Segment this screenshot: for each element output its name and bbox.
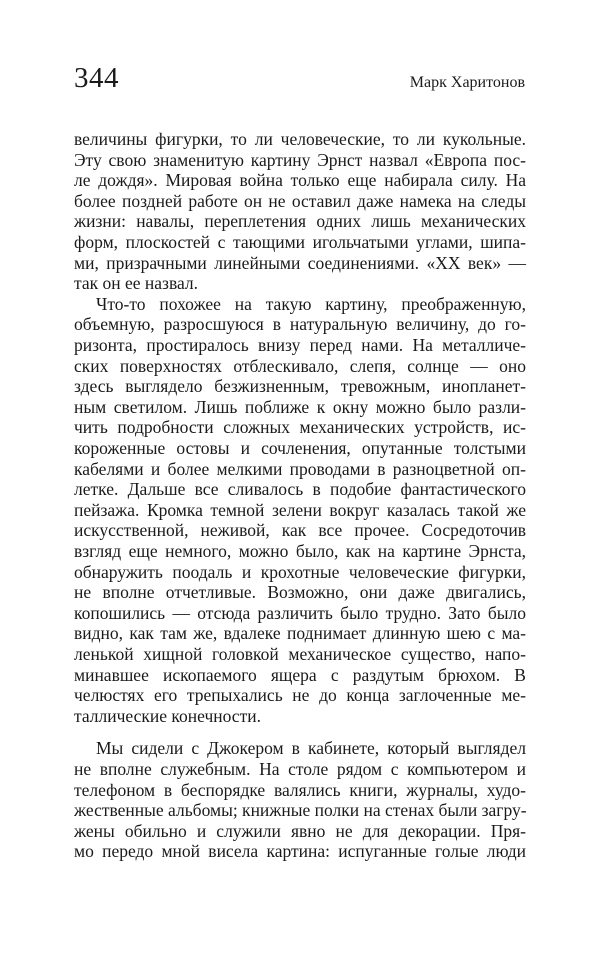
text-line: челюстях его трепыхались не до конца заглоченные ме- bbox=[74, 685, 526, 706]
text-line: обнаружить поодаль и крохотные человеческие фигурки, bbox=[74, 561, 526, 582]
text-line: мо передо мной висела картина: испуганные голые люди bbox=[74, 841, 526, 862]
page-number: 344 bbox=[74, 62, 119, 94]
text-line: короженные остовы и сочленения, опутанные толстыми bbox=[74, 438, 526, 458]
text-line: искусственной, неживой, как все прочее. Сосредоточив bbox=[74, 520, 526, 541]
text-line: Эту свою знаменитую картину Эрнст назвал «Европа пос- bbox=[74, 149, 526, 170]
text-line: здесь выглядело безжизненным, тревожным, инопланет- bbox=[74, 376, 526, 397]
text-line: летке. Дальше все сливалось в подобие фантастического bbox=[74, 479, 526, 500]
text-line: жественные альбомы; книжные полки на стенах были загру- bbox=[74, 800, 527, 821]
text-line: пейзажа. Кромка темной зелени вокруг казалась такой же bbox=[74, 499, 526, 520]
text-line: ских поверхностях отблескивало, слепя, солнце — оно bbox=[74, 355, 526, 376]
text-line: взгляд еще немного, можно было, как на картине Эрнста, bbox=[74, 541, 526, 561]
text-line: чить подробности сложных механических устройств, ис- bbox=[74, 417, 526, 438]
text-line: копошились — отсюда различить было трудно. Зато было bbox=[74, 602, 526, 623]
text-line: минавшее ископаемого ящера с раздутым брюхом. В bbox=[74, 664, 526, 685]
text-line: ленькой хищной головкой механическое существо, напо- bbox=[74, 644, 526, 664]
text-line: кабелями и более мелкими проводами в разноцветной оп- bbox=[74, 458, 526, 479]
text-line: видно, как там же, вдалеке поднимает длинную шею с ма- bbox=[74, 623, 526, 644]
text-line: таллические конечности. bbox=[74, 705, 261, 726]
text-line: ным светилом. Лишь поближе к окну можно было разли- bbox=[74, 396, 526, 417]
text-line: величины фигурки, то ли человеческие, то ли кукольные. bbox=[74, 129, 526, 149]
running-head-author: Марк Харитонов bbox=[409, 74, 525, 91]
text-line: объемную, разросшуюся в натуральную величину, до го- bbox=[74, 314, 526, 335]
text-line: жизни: навалы, переплетения одних лишь механических bbox=[74, 211, 526, 232]
text-line: телефоном в беспорядке валялись книги, журналы, худо- bbox=[74, 779, 526, 800]
text-line: так он ее назвал. bbox=[74, 273, 199, 294]
text-line: жены обильно и служили явно не для декорации. Пря- bbox=[74, 820, 526, 841]
text-line: более поздней работе он не оставил даже намека на следы bbox=[74, 190, 526, 211]
text-line: форм, плоскостей с тающими игольчатыми углами, шипа- bbox=[74, 232, 526, 252]
text-line: ризонта, простиралось внизу перед нами. На металличе- bbox=[74, 335, 526, 355]
paragraph-first-line: Что-то похожее на такую картину, преображенную, bbox=[96, 293, 526, 314]
paragraph-first-line: Мы сидели с Джокером в кабинете, который выглядел bbox=[96, 738, 526, 759]
text-line: не вполне служебным. На столе рядом с компьютером и bbox=[74, 759, 526, 779]
text-line: ми, призрачными линейными соединениями. «XX век» — bbox=[74, 252, 526, 273]
text-line: не вполне отчетливые. Возможно, они даже двигались, bbox=[74, 582, 526, 603]
text-line: ле дождя». Мировая война только еще набирала силу. На bbox=[74, 170, 526, 191]
